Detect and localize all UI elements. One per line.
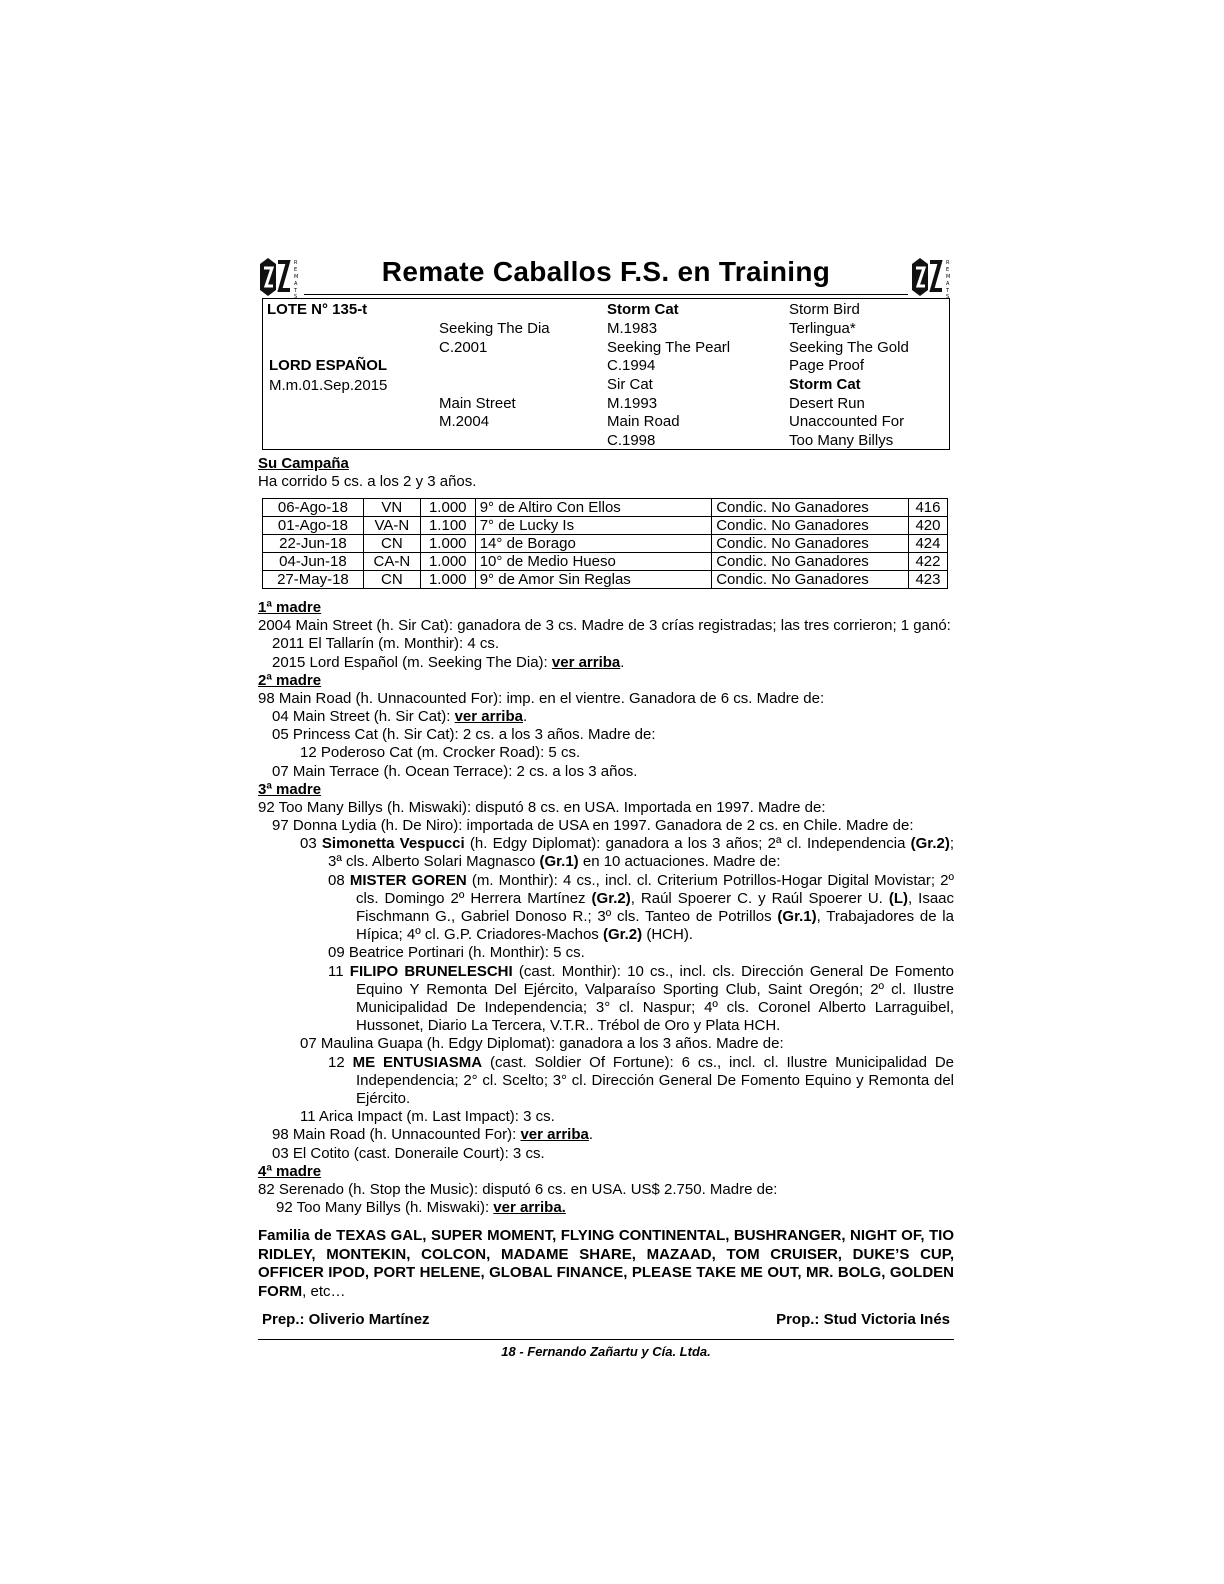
table-row	[263, 535, 948, 553]
svg-text:T: T	[294, 288, 298, 294]
produce-line: 09 Beatrice Portinari (h. Monthir): 5 cs.	[328, 944, 585, 962]
race-track: CN	[363, 571, 420, 589]
great-grandparent: Desert Run	[789, 395, 865, 412]
punct: .	[522, 708, 528, 726]
grade: (L)	[888, 889, 908, 907]
svg-text:S: S	[294, 294, 298, 298]
campaign-title: Su Campaña	[258, 455, 349, 472]
race-track: CA-N	[363, 553, 420, 571]
produce-text: , Isaac Fischmann G., Gabriel Donoso R.; 3º cls. Tanteo de Potrillos	[356, 889, 955, 926]
punct: .	[588, 1126, 594, 1144]
third-dam-text: 92 Too Many Billys (h. Miswaki): disputó 8 cs. en USA. Importada en 1997. Madre de:	[258, 798, 826, 816]
race-condition: Condic. No Ganadores	[712, 553, 909, 571]
fourth-dam-text: 82 Serenado (h. Stop the Music): disputó 6 cs. en USA. US$ 2.750. Madre de:	[258, 1180, 778, 1198]
produce-text: (cast. Soldier Of Fortune): 6 cs., incl. cl. Ilustre Municipalidad De Independencia; 2° cl. Scelto; 3° cl. Dirección General De Fomento Equino y Remonta del Ejército.	[356, 1053, 955, 1108]
table-row	[263, 571, 948, 589]
race-result: 10° de Medio Hueso	[475, 553, 712, 571]
page-number: 18 - Fernando Zañartu y Cía. Ltda.	[501, 1344, 711, 1360]
granddam-1-year: C.1994	[607, 357, 656, 374]
horse-bold: Simonetta Vespucci	[321, 835, 465, 853]
second-dam-title: 2ª madre	[258, 671, 322, 689]
produce-line	[258, 1199, 954, 1217]
produce-text: , Raúl Spoerer C. y Raúl Spoerer U.	[630, 889, 889, 907]
great-grandparent: Terlingua*	[789, 320, 856, 337]
race-number: 423	[908, 571, 947, 589]
produce-line	[258, 654, 954, 672]
races-table	[262, 498, 948, 589]
race-result: 9° de Altiro Con Ellos	[475, 499, 712, 517]
family-paragraph	[258, 1227, 954, 1301]
first-dam-title: 1ª madre	[258, 599, 322, 617]
see-above-link[interactable]: ver arriba	[454, 708, 523, 726]
produce-text: (m. Monthir): 4 cs., incl. cl. Criterium Potrillos-Hogar Digital Movistar; 2º cls. Domingo 2º Herrera Martínez	[356, 871, 954, 907]
owner: Prop.: Stud Victoria Inés	[776, 1311, 950, 1329]
see-above-link[interactable]: ver arriba.	[493, 1199, 566, 1217]
pedigree-box	[262, 298, 950, 450]
svg-text:A: A	[946, 281, 950, 287]
great-grandparent: Storm Bird	[789, 301, 860, 318]
horse-bold: ME ENTUSIASMA	[352, 1053, 483, 1071]
produce-line	[258, 872, 954, 945]
great-grandparent: Unaccounted For	[789, 413, 905, 430]
produce-text: (cast. Monthir): 10 cs., incl. cls. Dirección General De Fomento Equino Y Remonta Del Ejército, Valparaíso Sporting Club, Saint Oregón; 2º cl. Ilustre Municipalidad De Independencia; 3° cl. Naspur; 4º cls. Coronel Alberto Larraguibel, Hussonet, Diario La Tercera, V.T.R.. Trébol de Oro y Plata HCH.	[356, 962, 954, 1035]
horse-bold: MISTER GOREN	[349, 871, 467, 889]
third-dam-title: 3ª madre	[258, 780, 322, 798]
produce-line: 07 Maulina Guapa (h. Edgy Diplomat): ganadora a los 3 años. Madre de:	[300, 1035, 784, 1053]
race-result: 9° de Amor Sin Reglas	[475, 571, 712, 589]
produce-line	[258, 1126, 954, 1144]
produce-line	[258, 1054, 954, 1109]
svg-text:E: E	[294, 267, 298, 273]
lot-number: LOTE N° 135-t	[267, 301, 368, 318]
produce-text: 98 Main Road (h. Unnacounted For):	[272, 1126, 521, 1144]
campaign-summary: Ha corrido 5 cs. a los 2 y 3 años.	[258, 473, 477, 490]
family-tail: , etc…	[302, 1282, 346, 1300]
produce-line: 97 Donna Lydia (h. De Niro): importada de USA en 1997. Ganadora de 2 cs. en Chile. Madre de:	[272, 817, 914, 835]
page-title: Remate Caballos F.S. en Training	[381, 256, 831, 287]
race-condition: Condic. No Ganadores	[712, 535, 909, 553]
produce-line	[258, 708, 954, 726]
race-number: 416	[908, 499, 947, 517]
year: 03	[300, 835, 322, 853]
granddam-1: Seeking The Pearl	[607, 339, 731, 356]
horse-name: LORD ESPAÑOL	[269, 357, 388, 374]
great-grandparent: Storm Cat	[789, 376, 861, 393]
race-number: 424	[908, 535, 947, 553]
svg-text:T: T	[946, 288, 950, 294]
sire-name: Seeking The Dia	[439, 320, 550, 337]
svg-text:R: R	[294, 260, 298, 266]
svg-text:E: E	[946, 267, 950, 273]
produce-text: ; 3ª cls. Alberto Solari Magnasco	[328, 835, 954, 871]
year: 08	[328, 871, 350, 889]
page-header	[258, 250, 954, 298]
produce-text: en 10 actuaciones. Madre de:	[578, 853, 781, 871]
dam-year: M.2004	[439, 413, 490, 430]
great-grandparent: Page Proof	[789, 357, 865, 374]
footer-row	[258, 1311, 954, 1335]
first-dam-text: 2004 Main Street (h. Sir Cat): ganadora de 3 cs. Madre de 3 crías registradas; las tres corrieron; 1 ganó:	[258, 617, 951, 635]
race-track: VN	[363, 499, 420, 517]
grade: (Gr.1)	[539, 853, 579, 871]
race-number: 422	[908, 553, 947, 571]
table-row	[263, 553, 948, 571]
svg-text:R: R	[946, 260, 950, 266]
race-condition: Condic. No Ganadores	[712, 499, 909, 517]
grandsire-2: Sir Cat	[607, 376, 653, 393]
catalog-page	[258, 250, 954, 1359]
race-distance: 1.000	[420, 499, 475, 517]
produce-text: , Trabajadores de la Hípica; 4º cl. G.P. Criadores-Machos	[356, 908, 954, 944]
race-number: 420	[908, 517, 947, 535]
produce-line	[258, 963, 954, 1036]
race-result: 14° de Borago	[475, 535, 712, 553]
great-grandparent: Seeking The Gold	[789, 339, 909, 356]
svg-text:M: M	[294, 274, 299, 280]
race-distance: 1.100	[420, 517, 475, 535]
race-condition: Condic. No Ganadores	[712, 571, 909, 589]
grade: (Gr.2)	[602, 926, 643, 944]
svg-text:M: M	[946, 274, 951, 280]
race-date: 01-Ago-18	[263, 517, 364, 535]
footer-rule	[258, 1339, 954, 1340]
remates-logo-right	[910, 256, 954, 298]
grandsire-1-year: M.1983	[607, 320, 658, 337]
produce-text: 2015 Lord Español (m. Seeking The Dia):	[272, 653, 552, 671]
produce-line: 03 El Cotito (cast. Doneraile Court): 3 cs.	[272, 1144, 545, 1162]
produce-text: 92 Too Many Billys (h. Miswaki):	[276, 1199, 494, 1217]
grandsire-2-year: M.1993	[607, 395, 658, 412]
second-dam-text: 98 Main Road (h. Unnacounted For): imp. en el vientre. Ganadora de 6 cs. Madre de:	[258, 689, 825, 707]
table-row	[263, 517, 948, 535]
race-track: CN	[363, 535, 420, 553]
produce-line: 07 Main Terrace (h. Ocean Terrace): 2 cs. a los 3 años.	[272, 762, 638, 780]
produce-line: 2011 El Tallarín (m. Monthir): 4 cs.	[272, 635, 500, 653]
race-date: 27-May-18	[263, 571, 364, 589]
sire-year: C.2001	[439, 339, 488, 356]
race-distance: 1.000	[420, 553, 475, 571]
great-grandparent: Too Many Billys	[789, 432, 894, 449]
svg-text:A: A	[294, 281, 298, 287]
granddam-2-year: C.1998	[607, 432, 656, 449]
grandsire-1: Storm Cat	[607, 301, 679, 318]
year: 12	[328, 1053, 353, 1071]
produce-line: 12 Poderoso Cat (m. Crocker Road): 5 cs.	[300, 744, 581, 762]
grade: (Gr.2)	[591, 889, 631, 907]
horse-bold: FILIPO BRUNELESCHI	[349, 962, 513, 980]
trainer: Prep.: Oliverio Martínez	[262, 1311, 430, 1329]
grade: (Gr.1)	[777, 908, 817, 926]
fourth-dam-title: 4ª madre	[258, 1162, 322, 1180]
year: 11	[328, 962, 350, 980]
produce-text: (HCH).	[642, 926, 693, 944]
race-date: 22-Jun-18	[263, 535, 364, 553]
race-date: 04-Jun-18	[263, 553, 364, 571]
see-above-link[interactable]: ver arriba	[520, 1126, 589, 1144]
title-rule	[304, 294, 908, 295]
race-distance: 1.000	[420, 571, 475, 589]
horse-info: M.m.01.Sep.2015	[269, 377, 388, 394]
svg-text:S: S	[946, 294, 950, 298]
race-track: VA-N	[363, 517, 420, 535]
grade: (Gr.2)	[910, 835, 950, 853]
race-result: 7° de Lucky Is	[475, 517, 712, 535]
granddam-2: Main Road	[607, 413, 680, 430]
produce-text: 04 Main Street (h. Sir Cat):	[272, 708, 455, 726]
see-above-link[interactable]: ver arriba	[551, 653, 621, 671]
produce-line: 05 Princess Cat (h. Sir Cat): 2 cs. a los 3 años. Madre de:	[272, 726, 656, 744]
punct: .	[620, 653, 625, 671]
table-row	[263, 499, 948, 517]
family-text: Familia de TEXAS GAL, SUPER MOMENT, FLYING CONTINENTAL, BUSHRANGER, NIGHT OF, TIO RIDLEY, MONTEKIN, COLCON, MADAME SHARE, MAZAAD, TOM CRUISER, DUKE’S CUP, OFFICER IPOD, PORT HELENE, GLOBAL FINANCE, PLEASE TAKE ME OUT, MR. BOLG, GOLDEN FORM	[258, 1227, 954, 1300]
produce-text: (h. Edgy Diplomat): ganadora a los 3 años; 2ª cl. Independencia	[464, 835, 911, 853]
produce-line: 11 Arica Impact (m. Last Impact): 3 cs.	[300, 1108, 555, 1126]
dam-name: Main Street	[439, 395, 516, 412]
race-date: 06-Ago-18	[263, 499, 364, 517]
race-distance: 1.000	[420, 535, 475, 553]
race-condition: Condic. No Ganadores	[712, 517, 909, 535]
produce-line	[258, 835, 954, 871]
